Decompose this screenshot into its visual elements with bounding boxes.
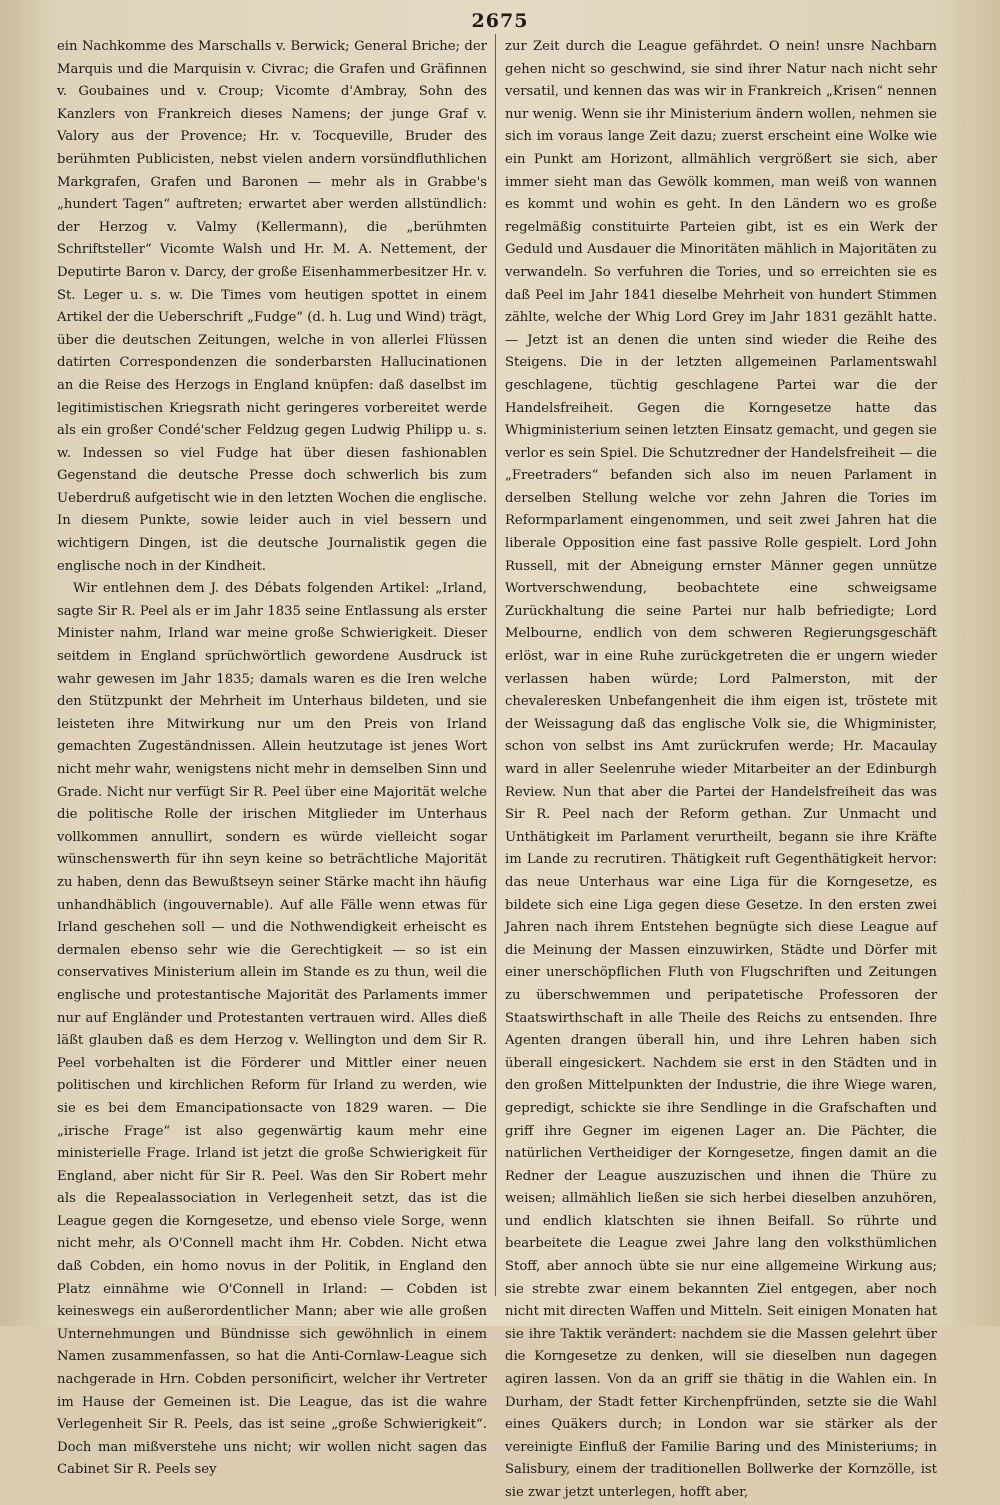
- column-divider: [495, 34, 496, 1296]
- right-column: [505, 36, 937, 1500]
- left-paragraph-1: ein Nachkomme des Marschalls v. Berwick; General Briche; der Marquis und die Marquisin v. Civrac; die Grafen und Gräfinnen v. Goubaines und v. Croup; Vicomte d'Ambray, Sohn des Kanzlers von Frankreich dieses Namens; der junge Graf v. Valory aus der Provence; Hr. v. Tocqueville, Bruder des berühmten Publicisten, nebst vielen andern vorsündfluthlichen Markgrafen, Grafen und Baronen — mehr als in Grabbe's „hundert Tagen“ auftreten; erwartet aber werden allstündlich: der Herzog v. Valmy (Kellermann), die „berühmten Schriftsteller“ Vicomte Walsh und Hr. M. A. Nettement, der Deputirte Baron v. Darcy, der große Eisenhammerbesitzer Hr. v. St. Leger u. s. w. Die Times vom heutigen spottet in einem Artikel der die Ueberschrift „Fudge“ (d. h. Lug und Wind) trägt, über die deutschen Zeitungen, welche in von allerlei Flüssen datirten Correspondenzen die sonderbarsten Hallucinationen an die Reise des Herzogs in England knüpfen: daß daselbst im legitimistischen Kriegsrath nicht geringeres vorbereitet werde als ein großer Condé'scher Feldzug gegen Ludwig Philipp u. s. w. Indessen so viel Fudge hat über diesen fashionablen Gegenstand die deutsche Presse doch schwerlich bis zum Ueberdruß aufgetischt wie in den letzten Wochen die englische. In diesem Punkte, sowie leider auch in viel bessern und wichtigern Dingen, ist die deutsche Journalistik gegen die englische noch in der Kindheit.: [57, 39, 487, 574]
- page-number: 2675: [471, 10, 529, 32]
- left-column: [57, 36, 487, 1478]
- right-paragraph-1: zur Zeit durch die League gefährdet. O nein! unsre Nachbarn gehen nicht so geschwind, sie sind ihrer Natur nach nicht sehr versatil, und kennen das was wir in Frankreich „Krisen“ nennen nur wenig. Wenn sie ihr Ministerium ändern wollen, nehmen sie sich im voraus lange Zeit dazu; zuerst erscheint eine Wolke wie ein Punkt am Horizont, allmählich vergrößert sie sich, aber immer sieht man das Gewölk kommen, man weiß von wannen es kommt und wohin es geht. In den Ländern wo es große regelmäßig constituirte Parteien gibt, ist es ein Werk der Geduld und Ausdauer die Minoritäten mählich in Majoritäten zu verwandeln. So verfuhren die Tories, und so erreichten sie es daß Peel im Jahr 1841 dieselbe Mehrheit von hundert Stimmen zählte, welche der Whig Lord Grey im Jahr 1831 gezählt hatte. — Jetzt ist an denen die unten sind wieder die Reihe des Steigens. Die in der letzten allgemeinen Parlamentswahl geschlagene, tüchtig geschlagene Partei war die der Handelsfreiheit. Gegen die Korngesetze hatte das Whigministerium seinen letzten Einsatz gemacht, und gegen sie verlor es sein Spiel. Die Schutzredner der Handelsfreiheit — die „Freetraders“ befanden sich also im neuen Parlament in derselben Stellung welche vor zehn Jahren die Tories im Reformparlament eingenommen, und seit zwei Jahren hat die liberale Opposition eine fast passive Rolle gespielt. Lord John Russell, mit der Abneigung ernster Männer gegen unnütze Wortverschwendung, beobachtete eine schweigsame Zurückhaltung die seine Partei nur halb befriedigte; Lord Melbourne, endlich von dem schweren Regierungsgeschäft erlöst, war in eine Ruhe zurückgetreten die er ungern wieder verlassen haben würde; Lord Palmerston, mit der chevaleresken Unbefangenheit die ihm eigen ist, tröstete mit der Weissagung daß das englische Volk sie, die Whigminister, schon von selbst ins Amt zurückrufen werde; Hr. Macaulay ward in aller Seelenruhe wieder Mitarbeiter an der Edinburgh Review. Nun that aber die Partei der Handelsfreiheit das was Sir R. Peel nach der Reform gethan. Zur Unmacht und Unthätigkeit im Parlament verurtheilt, begann sie ihre Kräfte im Lande zu recrutiren. Thätigkeit ruft Gegenthätigkeit hervor: das neue Unterhaus war eine Liga für die Korngesetze, es bildete sich eine Liga gegen diese Gesetze. In den ersten zwei Jahren nach ihrem Entstehen begnügte sich diese League auf die Meinung der Massen einzuwirken, Städte und Dörfer mit einer unerschöpflichen Fluth von Flugschriften und Zeitungen zu überschwemmen und peripatetische Professoren der Staatswirthschaft in alle Theile des Reichs zu entsenden. Ihre Agenten drangen überall hin, und ihre Lehren haben sich überall eingesickert. Nachdem sie erst in den Städten und in den großen Mittelpunkten der Industrie, die ihre Wiege waren, gepredigt, schickte sie ihre Sendlinge in die Grafschaften und griff ihre Gegner im eigenen Lager an. Die Pächter, die natürlichen Vertheidiger der Korngesetze, fingen damit an die Redner der League auszuzischen und ihnen die Thüre zu weisen; allmählich ließen sie sich herbei dieselben anzuhören, und endlich klatschten sie ihnen Beifall. So rührte und bearbeitete die League zwei Jahre lang den volksthümlichen Stoff, aber annoch übte sie nur eine allgemeine Wirkung aus; sie strebte zwar einem bekannten Ziel entgegen, aber noch nicht mit directen Waffen und Mitteln. Seit einigen Monaten hat sie ihre Taktik verändert: nachdem sie die Massen gelehrt über die Korngesetze zu denken, will sie dieselben nun dagegen agiren lassen. Von da an griff sie thätig in die Wahlen ein. In Durham, der Stadt fetter Kirchenpfründen, setzte sie die Wahl eines Quäkers durch; in London war sie stärker als der vereinigte Einfluß der Familie Baring und des Ministeriums; in Salisbury, einem der traditionellen Bollwerke der Kornzölle, ist sie zwar jetzt unterlegen, hofft aber,: [505, 39, 937, 1500]
- left-paragraph-2: Wir entlehnen dem J. des Débats folgenden Artikel: „Irland, sagte Sir R. Peel als er im Jahr 1835 seine Entlassung als erster Minister nahm, Irland war meine große Schwierigkeit. Dieser seitdem in England sprüchwörtlich gewordene Ausdruck ist wahr gewesen im Jahr 1835; damals waren es die Iren welche den Stützpunkt der Mehrheit im Unterhaus bildeten, und sie leisteten ihre Mitwirkung nur um den Preis von Irland gemachten Zugeständnissen. Allein heutzutage ist jenes Wort nicht mehr wahr, wenigstens nicht mehr in demselben Sinn und Grade. Nicht nur verfügt Sir R. Peel über eine Majorität welche die politische Rolle der irischen Mitglieder im Unterhaus vollkommen annullirt, sondern es würde vielleicht sogar wünschenswerth für ihn seyn keine so beträchtliche Majorität zu haben, denn das Bewußtseyn seiner Stärke macht ihn häufig unhandhäblich (ingouvernable). Auf alle Fälle wenn etwas für Irland geschehen soll — und die Nothwendigkeit erheischt es dermalen ebenso sehr wie die Gerechtigkeit — so ist ein conservatives Ministerium allein im Stande es zu thun, weil die englische und protestantische Majorität des Parlaments immer nur auf Engländer und Protestanten vertrauen wird. Alles dieß läßt glauben daß es dem Herzog v. Wellington und dem Sir R. Peel vorbehalten ist die Förderer und Mittler einer neuen politischen und kirchlichen Reform für Irland zu werden, wie sie es bei dem Emancipationsacte von 1829 waren. — Die „irische Frage“ ist also gegenwärtig kaum mehr eine ministerielle Frage. Irland ist jetzt die große Schwierigkeit für England, aber nicht für Sir R. Peel. Was den Sir Robert mehr als die Repealassociation in Verlegenheit setzt, das ist die League gegen die Korngesetze, und ebenso viele Sorge, wenn nicht mehr, als O'Connell macht ihm Hr. Cobden. Nicht etwa daß Cobden, ein homo novus in der Politik, in England den Platz einnähme wie O'Connell in Irland: — Cobden ist keineswegs ein außerordentlicher Mann; aber wie alle großen Unternehmungen und Bündnisse sich gewöhnlich in einem Namen zusammenfassen, so hat die Anti-Cornlaw-League sich nachgerade in Hrn. Cobden personificirt, welcher ihr Vertreter im Hause der Gemeinen ist. Die League, das ist die wahre Verlegenheit Sir R. Peels, das ist seine „große Schwierigkeit“. Doch man mißverstehe uns nicht; wir wollen nicht sagen das Cabinet Sir R. Peels sey: [57, 581, 487, 1478]
